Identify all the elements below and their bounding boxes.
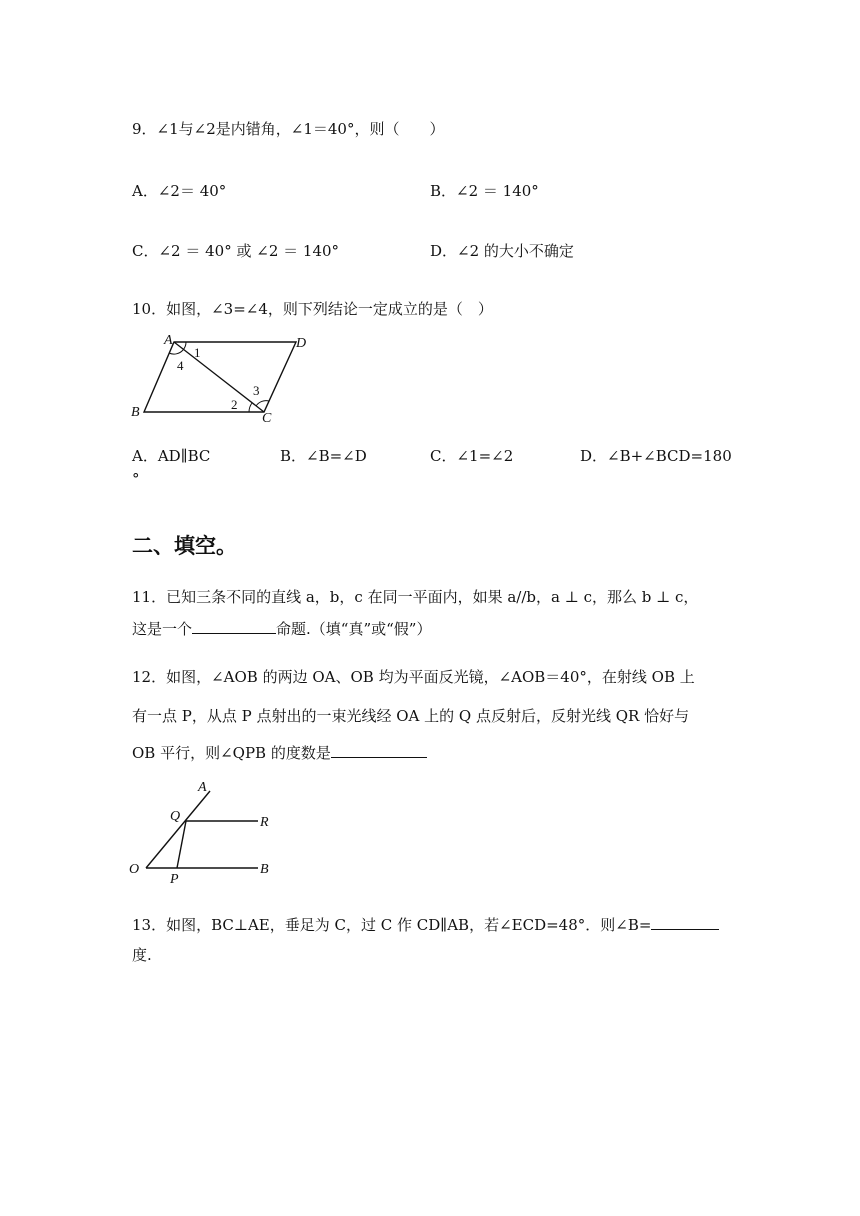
q10-option-d: D．∠B+∠BCD=180 [580,447,732,465]
q11-answer-blank [192,618,276,634]
angle-arc-4 [169,350,183,354]
q12-text-before-blank: OB 平行，则∠QPB 的度数是 [132,744,331,762]
q9-option-a: A．∠2＝ 40° [132,182,227,200]
q12-line-2: 有一点 P，从点 P 点射出的一束光线经 OA 上的 Q 点反射后，反射光线 QR 恰好与 [132,707,690,725]
q10-option-a: A．AD∥BC [132,447,211,465]
vertex-label-c: C [262,411,272,425]
q13-line-2: 度. [132,946,152,964]
q11-text-before-blank: 这是一个 [132,620,193,638]
angle-label-1: 1 [194,345,201,360]
angle-arc-1 [183,342,186,350]
q9-stem: 9．∠1与∠2是内错角，∠1＝40°，则（ ） [132,120,445,138]
q12-answer-blank [331,742,427,758]
angle-label-3: 3 [253,383,260,398]
label-b: B [260,862,269,877]
q13-answer-blank [651,914,719,930]
label-o: O [129,862,140,877]
angle-arc-2 [249,403,252,412]
q10-option-d-wrap: ° [132,470,140,488]
label-a: A [198,780,207,795]
label-p: P [170,872,179,884]
q10-stem: 10．如图，∠3=∠4，则下列结论一定成立的是（ ） [132,300,493,318]
q9-option-b: B．∠2 ＝ 140° [430,182,539,200]
q10-parallelogram-figure [128,330,328,425]
q10-option-b: B．∠B=∠D [280,447,367,465]
q12-line-1: 12．如图，∠AOB 的两边 OA、OB 均为平面反光镜，∠AOB＝40°，在射线 OB 上 [132,668,695,686]
ray-oa [146,791,210,868]
q9-option-d: D．∠2 的大小不确定 [430,242,574,260]
q13-line-1 [132,914,719,935]
q12-mirror-figure [124,776,284,884]
q11-line-1: 11．已知三条不同的直线 a，b，c 在同一平面内，如果 a//b，a ⊥ c，那么 b ⊥ c， [132,588,699,606]
q11-line-2 [132,618,431,639]
label-q: Q [170,809,181,824]
vertex-label-d: D [296,336,307,351]
diagonal-ac [174,342,264,412]
q12-line-3 [132,742,427,763]
angle-label-4: 4 [177,358,184,373]
q9-option-c: C．∠2 ＝ 40° 或 ∠2 ＝ 140° [132,242,340,260]
q13-text-before-blank: 13．如图，BC⊥AE，垂足为 C，过 C 作 CD∥AB，若∠ECD=48°．则∠B= [132,916,652,934]
angle-label-2: 2 [231,397,238,412]
q10-option-c: C．∠1=∠2 [430,447,514,465]
label-r: R [260,815,269,830]
section-heading: 二、填空。 [132,534,237,558]
vertex-label-a: A [164,333,173,348]
vertex-label-b: B [131,405,140,420]
q11-text-after-blank: 命题.（填“真”或“假”） [276,620,432,638]
